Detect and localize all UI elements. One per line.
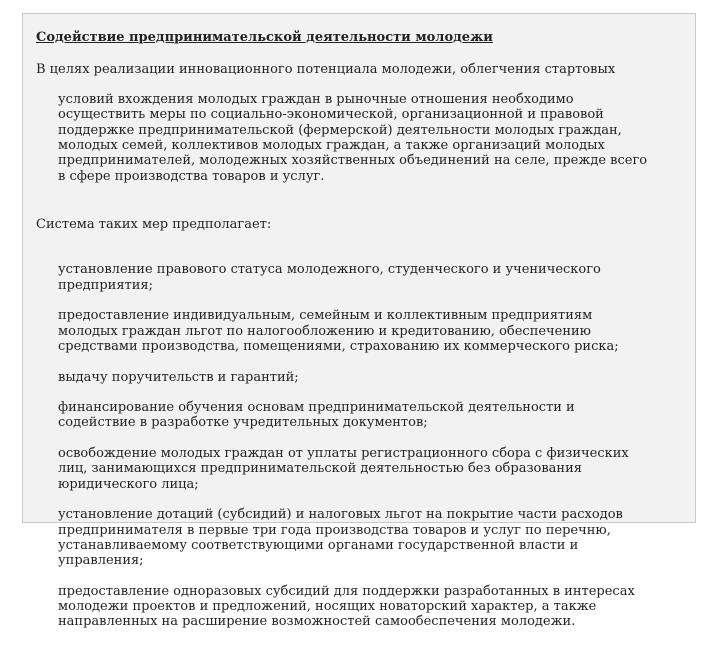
system-section [36, 201, 691, 660]
measure-item: предоставление одноразовых субсидий для поддержки разработанных в интересах молодежи проектов и предложений, носящих новаторский характер, а также направленных на расширение возможностей самообеспечения молодежи. [58, 583, 635, 630]
measure-item: выдачу поручительств и гарантий; [58, 369, 299, 385]
measure-item: освобождение молодых граждан от уплаты регистрационного сбора с физических лиц, занимающихся предпринимательской деятельностью без образования юридического лица; [58, 446, 629, 492]
measure-item: финансирование обучения основам предпринимательской деятельности и содействие в разработке учредительных документов; [58, 400, 575, 431]
measures-list [36, 247, 691, 645]
slide-title: Содействие предпринимательской деятельности молодежи [36, 30, 493, 45]
measure-item: предоставление индивидуальным, семейным и коллективным предприятиям молодых граждан льгот по налогообложению и кредитованию, обеспечению средствами производства, помещениями, страхованию их коммерческого риска; [58, 308, 619, 354]
intro-first-line: В целях реализации инновационного потенциала молодежи, облегчения стартовых [36, 61, 616, 77]
slide-content [36, 30, 691, 662]
system-heading: Система таких мер предполагает: [36, 216, 272, 232]
measure-item: установление правового статуса молодежного, студенческого и ученического предприятия; [58, 262, 601, 293]
intro-continuation: условий вхождения молодых граждан в рыночные отношения необходимо осуществить меры по социально-экономической, организационной и правовой поддержке предпринимательской (фермерской) деятельности молодых граждан, молодых семей, коллективов молодых граждан, а также организаций молодых предпринимателей, молодежных хозяйственных объединений на селе, прежде всего в сфере производства товаров и услуг. [58, 92, 648, 184]
intro-paragraph [36, 46, 691, 199]
measure-item: установление дотаций (субсидий) и налоговых льгот на покрытие части расходов предпринимателя в первые три года производства товаров и услуг по перечню, устанавливаемому соответствующими органами государственной власти и управления; [58, 507, 623, 569]
